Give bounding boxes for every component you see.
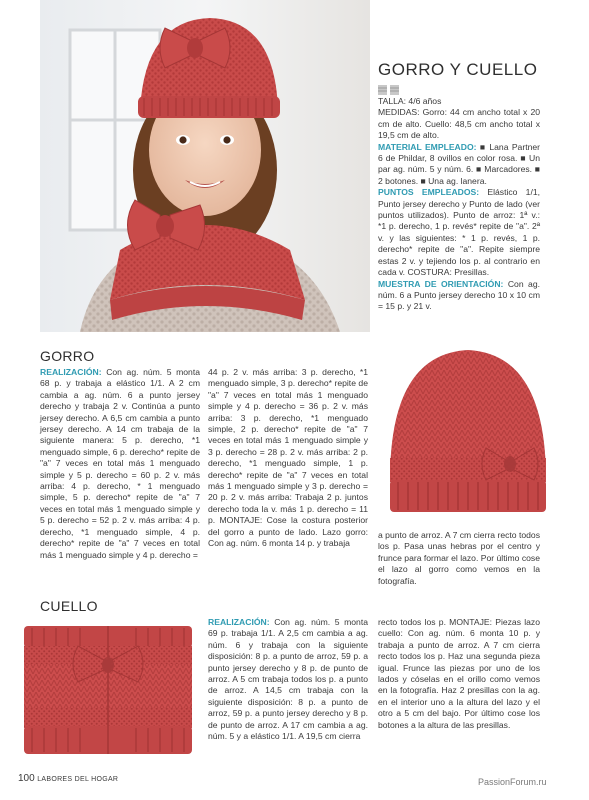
gorro-column-2: 44 p. 2 v. más arriba: 3 p. derecho, *1 menguado simple, 3 p. derecho* repite de "a" 7 veces en total más 1 menguado simple y 4 p. derecho = 36 p. 2 v. más arriba: 3 p. derecho, *1 menguado simple, 2 p. derecho* repite de "a" 7 veces en total más 1 menguado simple y 3 p. derecho = 28 p. 2 v. más arriba: 2 p. derecho, *1 menguado simple, 1 p. derecho* repite de "a" 7 veces en total más 1 menguado simple y 3 p. derecho = 20 p. 2 v. más arriba: Trabaja 2 p. juntos derecho toda la v. más 1 p. derecho = 11 p. MONTAJE: Cose la costura posterior del gorro a punto de lado. Lazo gorro: Con ag. núm. 6 monta 14 p. y trabaja [208, 367, 368, 549]
cuello-column-1 [208, 617, 368, 742]
scarf-photo [18, 620, 198, 760]
stitches-text: Elástico 1/1, Punto jersey derecho y Punto de lado (ver puntos utilizados). Punto de arroz: 1ª v.: *1 p. derecho, 1 p. revés* repite de "a". 2ª v. y las siguientes: * 1 p. revés, 1 p. derecho* repite de "a". Repite siempre estas 2 v. y tejiendo los p. al contrario en cada v. COSTURA: Presillas. [378, 187, 541, 278]
gorro-column-3: a punto de arroz. A 7 cm cierra recto todos los p. Pasa unas hebras por el centro y frunce para formar el lazo. Por último cose el lazo al gorro como vemos en la fotografía. [378, 530, 540, 586]
gauge-label: MUESTRA DE ORIENTACIÓN: [378, 278, 504, 289]
stitches-label: PUNTOS EMPLEADOS: [378, 187, 480, 198]
size-text: TALLA: 4/6 años [378, 96, 442, 106]
material-text: ■ Lana Partner 6 de Phildar, 8 ovillos en color rosa. ■ Un par ag. núm. 5 y núm. 6. ■ Marcadores. ■ 2 botones. ■ Una ag. lanera. [378, 141, 541, 186]
page-title: GORRO Y CUELLO [378, 60, 538, 79]
child-photo [40, 0, 370, 332]
watermark: PassionForum.ru [478, 777, 547, 787]
cuello-column-2: recto todos los p. MONTAJE: Piezas lazo cuello: Con ag. núm. 6 monta 10 p. y trabaja a punto de arroz. A 7 cm cierra recto todos los p. Haz una segunda pieza igual. Frunce las piezas por uno de los lados y cóselas en el orillo como vemos en la fotografía. Haz 2 presillas con la ag. en el interior uno a la altura del lazo y el otro a 5 cm del bajo. Por último cose los botones a la altura de las presillas. [378, 617, 540, 730]
yarn-skein-icon [378, 85, 400, 95]
gauge-text: Con ag. núm. 6 a Punto jersey derecho 10 x 10 cm = 15 p. y 21 v. [378, 278, 541, 312]
page-number: 100 [18, 773, 35, 784]
cuello-col1-text: Con ag. núm. 5 monta 69 p. trabaja 1/1. A 2,5 cm cambia a ag. núm. 6 y trabaja con la siguiente disposición: 8 p. a punto de arroz, 59 p. a punto jersey derecho y 8 p. de punto de arroz. A 5 cm trabaja todos los p. a punto de arroz. A 14,5 cm trabaja con la siguiente disposición: 8 p. a punto de arroz, 59 p. a punto jersey derecho y 8 p. de punto de arroz. A 17 cm cambia a ag. núm. 5 y a elástico 1/1. A 19,5 cm cierra [208, 617, 369, 742]
measurements-text: MEDIDAS: Gorro: 44 cm ancho total x 20 cm de alto. Cuello: 48,5 cm ancho total x 19,5 cm de alto. [378, 107, 540, 141]
cuello-realizacion-label: REALIZACIÓN: [208, 617, 270, 627]
gorro-col1-text: Con ag. núm. 5 monta 68 p. y trabaja a elástico 1/1. A 2 cm cambia a ag. núm. 6 a punto jersey derecho y trabaja 2 v. Continúa a punto jersey derecho. A 6,5 cm cambia a punto jersey derecho. A 14 cm trabaja de la siguiente manera: 5 p. derecho, *1 menguado simple, 6 p. derecho* repite de "a" 7 veces en total más 1 menguado simple y 5 p. derecho = 60 p. 2 v. más arriba: 4 p. derecho, * 1 menguado simple, 5 p. derecho* repite de "a" 7 veces en total más 1 menguado simple y 5 p. derecho = 52 p. 2 v. más arriba: 4 p. derecho, *1 menguado simple, 4 p. derecho* repite de "a" 7 veces en total más 1 menguado simple y 4 p. derecho = [40, 367, 201, 560]
gorro-realizacion-label: REALIZACIÓN: [40, 367, 102, 377]
cuello-heading: CUELLO [40, 598, 98, 614]
info-block [378, 96, 540, 313]
material-label: MATERIAL EMPLEADO: [378, 141, 477, 152]
magazine-name: LABORES DEL HOGAR [37, 776, 119, 783]
gorro-column-1 [40, 367, 200, 561]
hat-photo [378, 340, 558, 526]
gorro-heading: GORRO [40, 348, 95, 364]
footer [18, 773, 118, 784]
